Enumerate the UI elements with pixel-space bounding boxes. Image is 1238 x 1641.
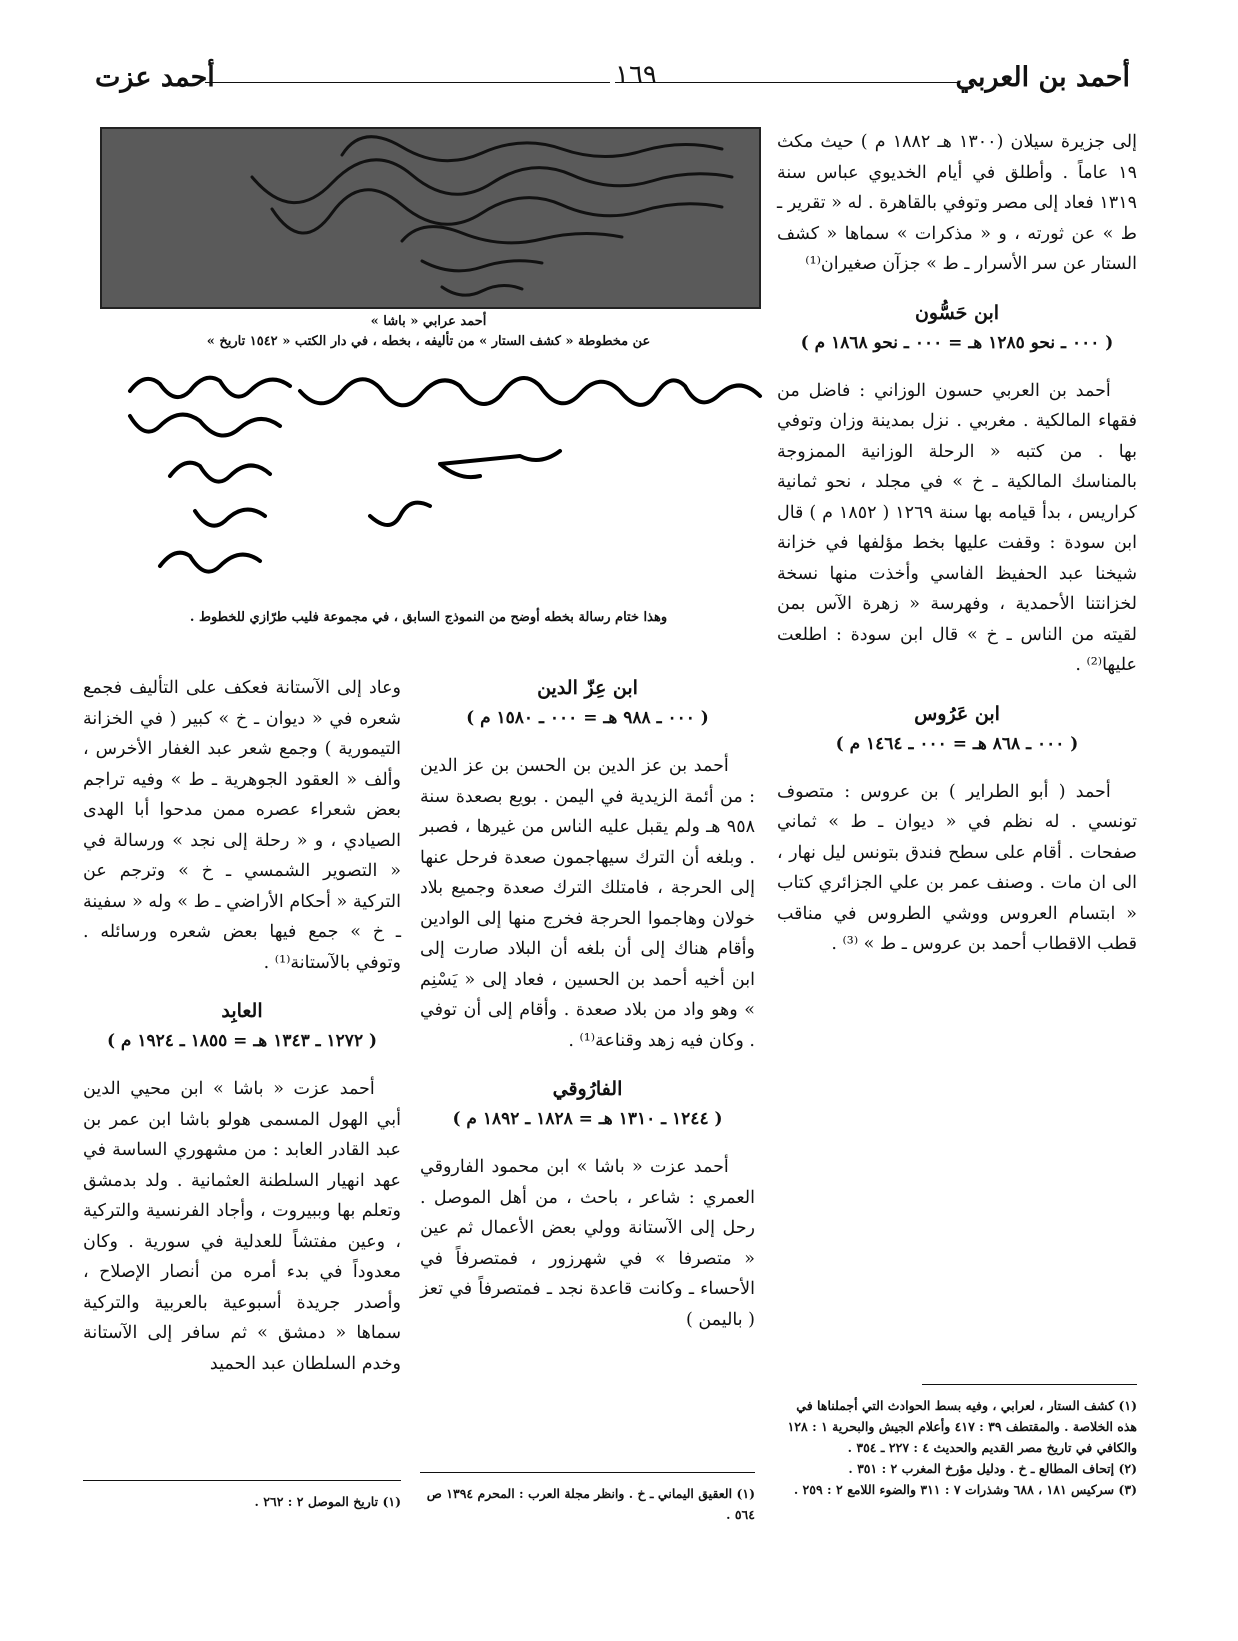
- footnote: (٢) إتحاف المطالع ـ خ . ودليل مؤرخ المغرب ٢ : ٣٥١ .: [848, 1461, 1137, 1476]
- manuscript-image: [100, 127, 761, 309]
- header-rule-right: [615, 82, 960, 83]
- entry-dates: ( ١٢٤٤ ـ ١٣١٠ هـ = ١٨٢٨ ـ ١٨٩٢ م ): [452, 1109, 723, 1129]
- footnote: (١) تاريخ الموصل ٢ : ٢٦٢ .: [254, 1494, 401, 1509]
- running-header: [95, 62, 1130, 98]
- entry-dates: ( ١٢٧٢ ـ ١٣٤٣ هـ = ١٨٥٥ ـ ١٩٢٤ م ): [106, 1031, 378, 1051]
- entry-dates: ( ٠٠٠ ـ ٩٨٨ هـ = ٠٠٠ ـ ١٥٨٠ م ): [466, 708, 709, 728]
- entry-dates: ( ٠٠٠ ـ نحو ١٢٨٥ هـ = ٠٠٠ ـ نحو ١٨٦٨ م ): [800, 332, 1114, 353]
- footnotes-middle: [420, 1472, 755, 1525]
- entry-title: العابِد: [221, 1000, 263, 1022]
- footnote-rule: [922, 1384, 1137, 1385]
- entry-title: ابن حَسُّون: [914, 301, 1000, 324]
- entry-title: الفارُوقي: [552, 1078, 623, 1100]
- continued-text: إلى جزيرة سيلان (١٣٠٠ هـ ١٨٨٢ م ) حيث مكث ١٩ عاماً . وأطلق في أيام الخديوي عباس سنة ١٣١٩ فعاد إلى مصر وتوفي بالقاهرة . له « تقرير ـ ط » عن ثورته ، و « مذكرات » سماها « كشف الستار عن سر الأسرار ـ ط » جزآن صغيران⁽¹⁾: [777, 132, 1138, 274]
- handwritten-letter-image: [100, 356, 765, 601]
- page-number: ١٦٩: [615, 60, 657, 90]
- footnote-rule: [420, 1472, 755, 1473]
- entry-body: أحمد ( أبو الطراير ) بن عروس : متصوف تونسي . له نظم في « ديوان ـ ط » ثماني صفحات . أقام على سطح فندق بتونس ليل نهار ، الى ان مات . وصنف عمر بن علي الجزائري كتاب « ابتسام العروس ووشي الطروس في مناقب قطب الاقطاب أحمد بن عروس ـ ط » ⁽³⁾ .: [777, 781, 1137, 954]
- spacer: [420, 733, 755, 751]
- spacer: [420, 1056, 755, 1074]
- entry-body: أحمد بن العربي حسون الوزاني : فاضل من فقهاء المالكية . مغربي . نزل بمدينة وزان وتوفي بها . من كتبه « الرحلة الوزانية الممزوجة بالمناسك المالكية ـ خ » في مجلد ، نحو ثمانية كراريس ، بدأ قيامه بها سنة ١٢٦٩ ( ١٨٥٢ م ) قال ابن سودة : وقفت عليها بخط مؤلفها في خزانة شيخنا عبد الحفيظ الفاسي وأخذت منها نسخة لخزانتنا الأحمدية ، وفهرسة « زهرة الآس بمن لقيته من الناس ـ خ » قال ابن سودة : اطلعت عليها⁽²⁾ .: [777, 380, 1137, 675]
- continued-text: وعاد إلى الآستانة فعكف على التأليف فجمع شعره في « ديوان ـ خ » كبير ( في الخزانة التيمورية ) وجمع شعر عبد الغفار الأخرس ، وألف « العقود الجوهرية ـ ط » وفيه تراجم بعض شعراء عصره ممن مدحوا أبا الهدى الصيادي ، و « رحلة إلى نجد » ورسالة في « التصوير الشمسي ـ خ » وترجم عن التركية « أحكام الأراضي ـ ط » وله « سفينة ـ خ » جمع فيها بعض شعره ورسائله . وتوفي بالآستانة⁽¹⁾ .: [83, 678, 401, 973]
- footnotes-left: [83, 1480, 401, 1512]
- entry-title: ابن عَرُوس: [914, 702, 1000, 725]
- spacer: [83, 1056, 401, 1074]
- header-rule-left: [205, 82, 610, 83]
- entry-body: أحمد عزت « باشا » ابن محيي الدين أبي الهول المسمى هولو باشا ابن عمر بن عبد القادر العابد : من مشهوري الساسة في عهد انهيار السلطنة العثمانية . ولد بدمشق وتعلم بها وببيروت ، وأجاد الفرنسية والتركية ، وعين مفتشاً للعدلية في سورية . وكان معدوداً في بدء أمره من أنصار الإصلاح ، وأصدر جريدة أسبوعية بالعربية والتركية سماها « دمشق » ثم سافر إلى الآستانة وخدم السلطان عبد الحميد: [83, 1079, 401, 1374]
- spacer: [777, 280, 1137, 298]
- spacer: [777, 759, 1137, 777]
- header-right-title: أحمد بن العربي: [955, 62, 1130, 93]
- spacer: [777, 358, 1137, 376]
- footnote: (٣) سركيس ١٨١ ، ٦٨٨ وشذرات ٧ : ٣١١ والضوء اللامع ٢ : ٢٥٩ .: [793, 1482, 1137, 1497]
- entry-dates: ( ٠٠٠ ـ ٨٦٨ هـ = ٠٠٠ ـ ١٤٦٤ م ): [835, 733, 1079, 754]
- footnotes-right: [777, 1384, 1137, 1500]
- footnote: (١) كشف الستار ، لعرابي ، وفيه بسط الحوادث التي أجملناها في هذه الخلاصة . والمقتطف ٣٩ : ٤١٧ وأعلام الجيش والبحرية ١ : ١٢٨ والكافي في تاريخ مصر القديم والحديث ٤ : ٢٢٧ ـ ٣٥٤ .: [787, 1398, 1137, 1455]
- header-left-title: أحمد عزت: [95, 62, 215, 93]
- column-right: [777, 127, 1137, 960]
- figure-caption-name: أحمد عرابي « باشا »: [370, 314, 487, 329]
- figure-caption-letter: وهذا ختام رسالة بخطه أوضح من النموذج السابق ، في مجموعة فليب طرّازي للخطوط .: [189, 610, 668, 625]
- entry-body: أحمد عزت « باشا » ابن محمود الفاروقي العمري : شاعر ، باحث ، من أهل الموصل . رحل إلى الآستانة وولي بعض الأعمال ثم عين « متصرفا » في شهرزور ، فمتصرفاً في الأحساء ـ وكانت قاعدة نجد ـ فمتصرفاً في تعز ( باليمن ): [420, 1157, 755, 1330]
- footnote-rule: [83, 1480, 401, 1481]
- footnote: (١) العقيق اليماني ـ خ . وانظر مجلة العرب : المحرم ١٣٩٤ ص ٥٦٤ .: [426, 1486, 755, 1522]
- column-middle: [420, 673, 755, 1335]
- spacer: [777, 681, 1137, 699]
- spacer: [420, 1134, 755, 1152]
- column-left: [83, 673, 401, 1379]
- figure-caption-source: عن مخطوطة « كشف الستار » من تأليفه ، بخطه ، في دار الكتب « ١٥٤٢ تاريخ »: [206, 334, 651, 349]
- entry-body: أحمد بن عز الدين بن الحسن بن عز الدين : من أئمة الزيدية في اليمن . بويع بصعدة سنة ٩٥٨ هـ ولم يقبل عليه الناس من غيرها ، فصبر . وبلغه أن الترك سيهاجمون صعدة فرحل عنها إلى الحرجة ، فامتلك الترك صعدة وجميع بلاد خولان وهاجموا الحرجة فخرج منها إلى الوادين وأقام هناك إلى أن بلغه أن البلاد صارت إلى ابن أخيه أحمد بن الحسين ، فعاد إلى « يَسْنِم » وهو واد من بلاد صعدة . وأقام إلى أن توفي . وكان فيه زهد وقناعة⁽¹⁾ .: [420, 756, 755, 1051]
- spacer: [83, 978, 401, 996]
- entry-title: ابن عِزّ الدين: [537, 677, 638, 699]
